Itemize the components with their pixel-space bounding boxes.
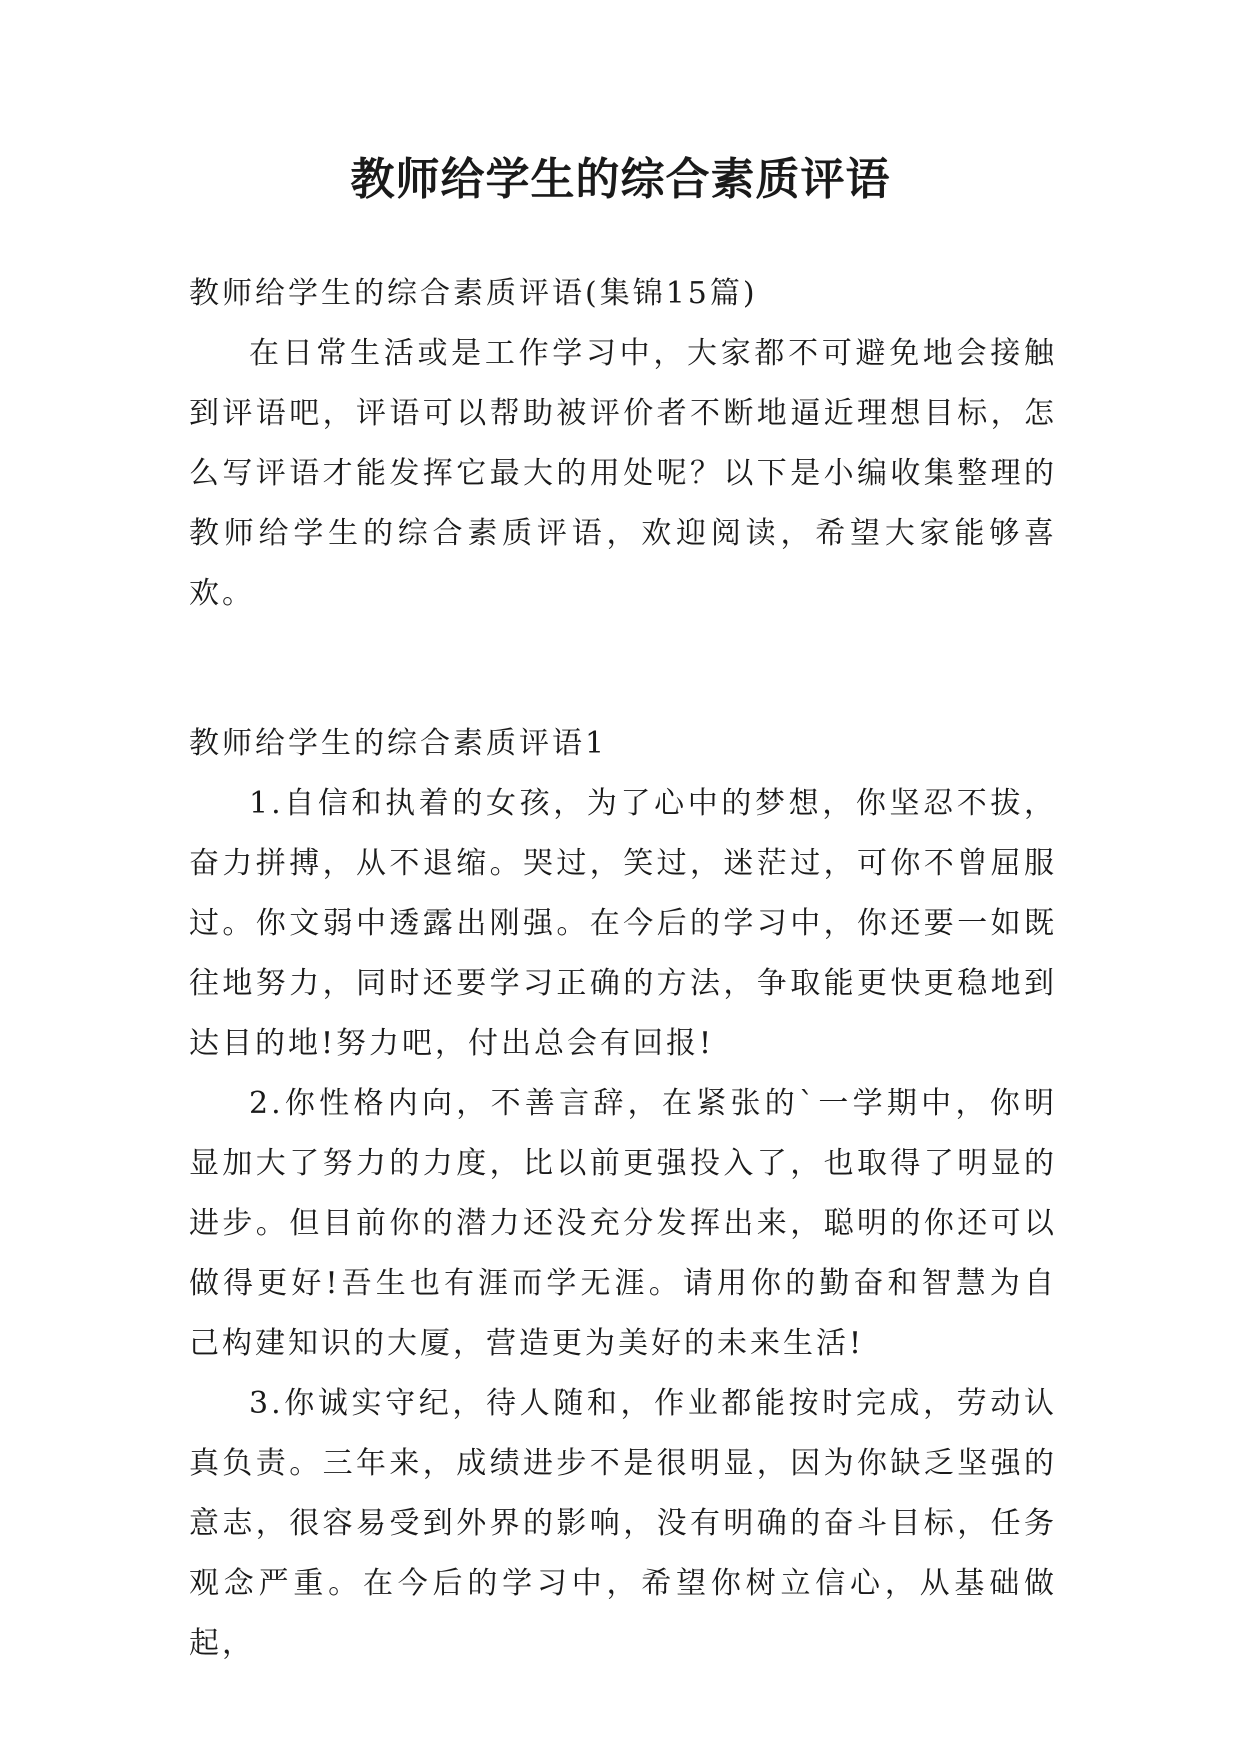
document-title: 教师给学生的综合素质评语 bbox=[350, 154, 891, 205]
comment-item: 3.你诚实守纪，待人随和，作业都能按时完成，劳动认真负责。三年来，成绩进步不是很明显，因为你缺乏坚强的意志，很容易受到外界的影响，没有明确的奋斗目标，任务观念严重。在今后的学习中，希望你树立信心，从基础做起， bbox=[189, 1386, 1057, 1661]
comment-item: 2.你性格内向，不善言辞，在紧张的`一学期中，你明显加大了努力的力度，比以前更强投入了，也取得了明显的进步。但目前你的潜力还没充分发挥出来，聪明的你还可以做得更好!吾生也有涯而学无涯。请用你的勤奋和智慧为自己构建知识的大厦，营造更为美好的未来生活! bbox=[189, 1086, 1057, 1361]
intro-paragraph: 在日常生活或是工作学习中，大家都不可避免地会接触到评语吧，评语可以帮助被评价者不断地逼近理想目标，怎么写评语才能发挥它最大的用处呢？以下是小编收集整理的教师给学生的综合素质评语，欢迎阅读，希望大家能够喜欢。 bbox=[189, 336, 1057, 611]
comment-item: 1.自信和执着的女孩，为了心中的梦想，你坚忍不拔，奋力拼搏，从不退缩。哭过，笑过，迷茫过，可你不曾屈服过。你文弱中透露出刚强。在今后的学习中，你还要一如既往地努力，同时还要学习正确的方法，争取能更快更稳地到达目的地!努力吧，付出总会有回报! bbox=[189, 786, 1057, 1061]
section-heading: 教师给学生的综合素质评语1 bbox=[189, 726, 608, 761]
document-subtitle: 教师给学生的综合素质评语(集锦15篇) bbox=[189, 276, 758, 311]
document-body bbox=[189, 264, 1057, 1674]
section-spacer bbox=[189, 624, 1057, 714]
